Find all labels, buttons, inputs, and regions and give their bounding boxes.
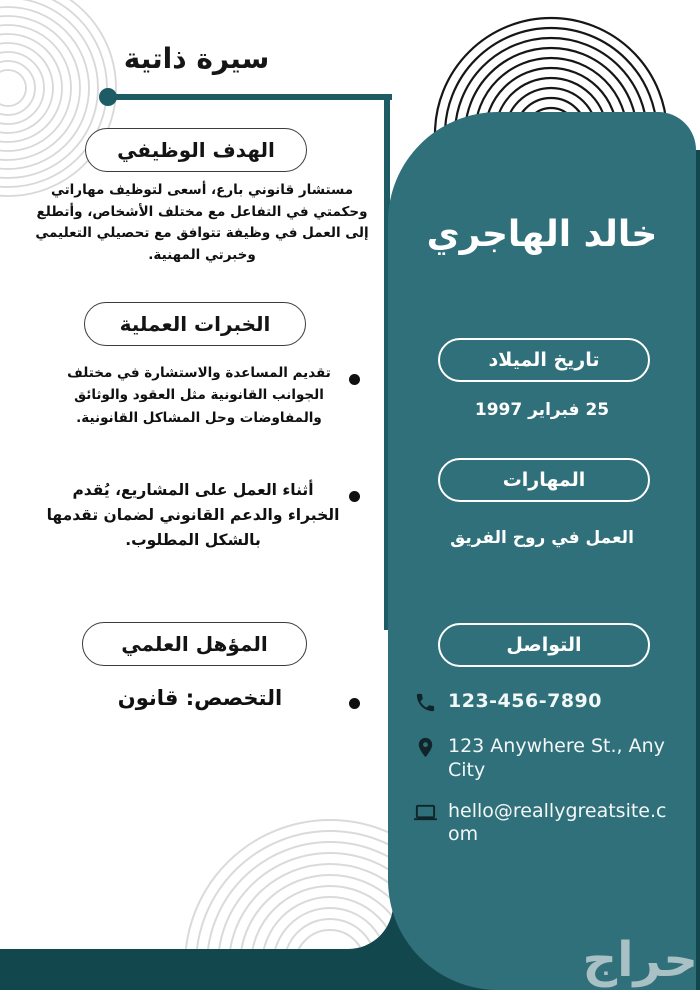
contact-pill (438, 623, 650, 667)
section-label-education: المؤهل العلمي (121, 632, 268, 656)
dob-value: 25 فبراير 1997 (474, 400, 610, 420)
person-name: خالد الهاجري (426, 214, 658, 255)
education-bullet: التخصص: قانون (117, 686, 283, 710)
objective-paragraph: مستشار قانوني بارع، أسعى لتوظيف مهاراتي وحكمتي في التفاعل مع مختلف الأشخاص، وأتطلع إلى العمل في وظيفة تتوافق مع تحصيلي التعليمي وخبرتي المهنية. (35, 182, 369, 263)
bullet-dot (349, 374, 360, 385)
bottom-left-rings-decoration (180, 812, 393, 949)
contact-label: التواصل (506, 634, 582, 656)
bullet-dot (349, 698, 360, 709)
accent-line-horizontal (108, 94, 392, 100)
watermark-logo: حراج (582, 932, 698, 988)
location-pin-icon (414, 735, 448, 763)
section-pill-education (82, 622, 307, 666)
laptop-icon (414, 800, 448, 828)
section-pill-experience (84, 302, 306, 346)
phone-icon (414, 690, 448, 718)
contact-list (414, 690, 676, 864)
skills-pill (438, 458, 650, 502)
contact-row-phone (414, 690, 676, 718)
experience-bullet-2: أثناء العمل على المشاريع، يُقدم الخبراء والدعم القانوني لضمان تقدمها بالشكل المطلوب. (46, 481, 340, 549)
experience-bullet-1: تقديم المساعدة والاستشارة في مختلف الجوانب القانونية مثل العقود والوثائق والمفاوضات وحل المشاكل القانونية. (67, 365, 331, 426)
side-panel (388, 112, 696, 990)
dob-pill (438, 338, 650, 382)
section-label-experience: الخبرات العملية (119, 312, 271, 336)
section-pill-objective (85, 128, 307, 172)
page-title: سيرة ذاتية (123, 42, 270, 75)
dob-label: تاريخ الميلاد (488, 349, 600, 371)
contact-phone: 123-456-7890 (448, 690, 602, 712)
bullet-dot (349, 491, 360, 502)
contact-row-address (414, 735, 676, 783)
contact-email: hello@reallygreatsite.com (448, 799, 667, 846)
contact-row-email (414, 800, 676, 848)
section-label-objective: الهدف الوظيفي (117, 138, 275, 162)
skill-item: العمل في روح الفريق (450, 528, 634, 548)
skills-label: المهارات (502, 469, 586, 491)
contact-address: 123 Anywhere St., Any City (448, 735, 665, 781)
